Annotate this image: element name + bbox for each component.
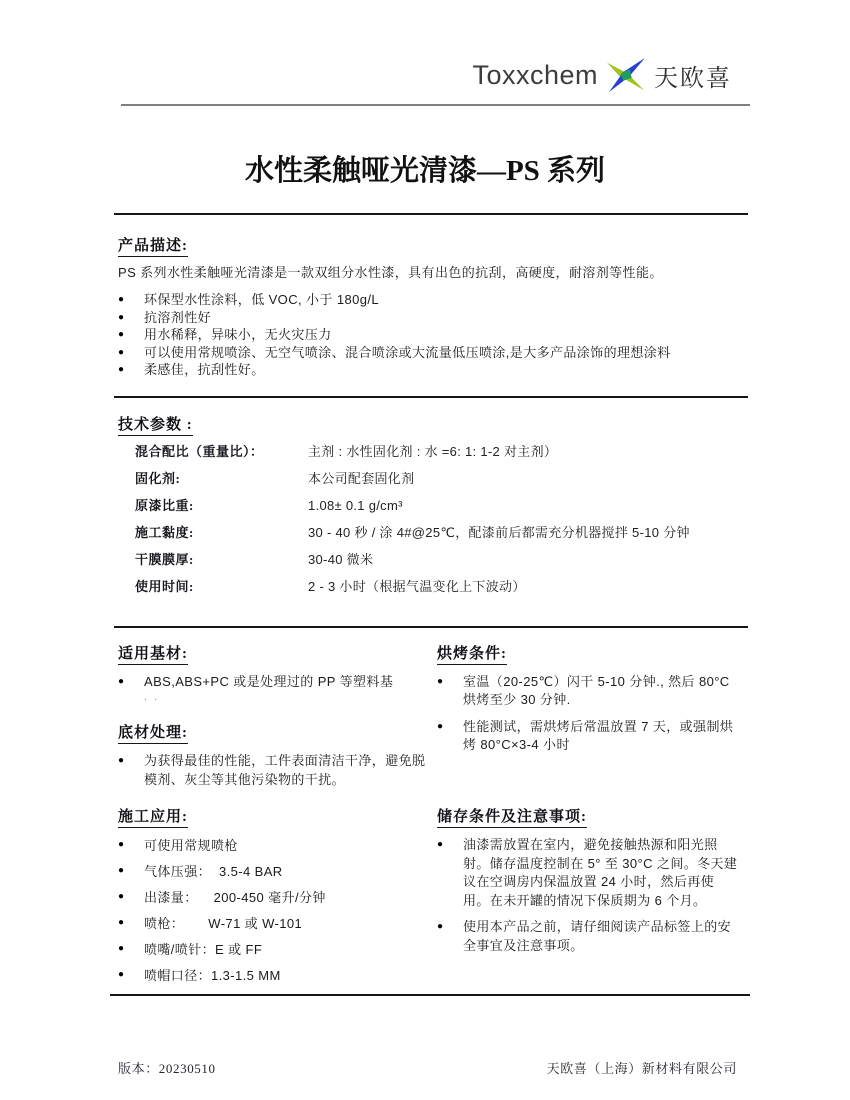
column-right-bottom <box>437 805 738 985</box>
param-row <box>118 550 738 569</box>
list-item: ● 环保型水性涂料，低 VOC, 小于 180g/L <box>118 292 379 307</box>
company-name: 天欧喜（上海）新材料有限公司 <box>546 1061 737 1076</box>
bullet-icon: ● <box>118 943 125 954</box>
param-row <box>118 577 738 596</box>
application-bullet-list <box>118 836 437 985</box>
list-item: ● 抗溶剂性好 <box>118 309 212 325</box>
header <box>0 0 850 107</box>
list-item: ● 用水稀释，异味小，无火灾压力 <box>118 327 332 342</box>
list-item: ● 喷嘴/喷针：E 或 FF <box>118 942 263 957</box>
brand-logo <box>472 56 732 94</box>
bullet-icon: ● <box>118 839 125 850</box>
header-divider <box>121 104 750 106</box>
list-item: ● 柔感佳，抗刮性好。 <box>118 362 265 377</box>
bullet-icon: ● <box>118 311 125 323</box>
param-label: 施工黏度: <box>135 524 194 540</box>
column-right-top <box>437 642 738 790</box>
two-column-area <box>0 628 850 986</box>
section-application <box>118 805 437 985</box>
param-value: 1.08± 0.1 g/cm³ <box>308 497 403 513</box>
brand-name: Toxxchem <box>472 59 598 90</box>
section-heading: 底材处理: <box>118 721 437 742</box>
bullet-icon: ● <box>118 346 125 358</box>
section-substrates <box>118 642 437 704</box>
list-item: ● 气体压强： 3.5-4 BAR <box>118 864 283 879</box>
bullet-icon: ● <box>437 839 444 850</box>
param-row <box>118 523 738 542</box>
bullet-icon: ● <box>118 969 125 980</box>
param-value: 主剂 : 水性固化剂 : 水 =6: 1: 1-2 对主剂） <box>308 443 558 459</box>
list-item: ● 可使用常规喷枪 <box>118 838 238 853</box>
baking-bullet-list <box>437 673 738 755</box>
section-heading: 产品描述: <box>118 234 738 255</box>
bullet-icon: ● <box>118 675 125 687</box>
list-item: ● 出漆量： 200-450 毫升/分钟 <box>118 890 326 905</box>
param-value: 30-40 微米 <box>308 551 374 567</box>
bullet-icon: ● <box>118 755 125 766</box>
description-intro: PS 系列水性柔触哑光清漆是一款双组分水性漆，具有出色的抗刮，高硬度，耐溶剂等性能。 <box>118 265 663 280</box>
param-label: 原漆比重: <box>135 497 194 513</box>
brand-name-cn: 天欧喜 <box>654 64 732 92</box>
bullet-icon: ● <box>118 917 125 928</box>
storage-bullet-list <box>437 836 738 955</box>
bullet-icon: ● <box>118 329 125 340</box>
list-item: ● 喷枪： W-71 或 W-101 <box>118 916 303 931</box>
section-product-description <box>0 215 850 379</box>
list-item: ● 室温（20-25℃）闪干 5-10 分钟., 然后 80°C 烘烤至少 30 分钟. <box>437 673 738 710</box>
bullet-icon: ● <box>118 865 125 876</box>
description-bullet-list <box>118 291 738 379</box>
param-value: 2 - 3 小时（根据气温变化上下波动） <box>308 578 526 594</box>
bullet-icon: ● <box>437 921 444 932</box>
logo-x-icon <box>605 56 647 94</box>
param-row <box>118 469 738 488</box>
section-surface-prep <box>118 721 437 789</box>
param-label: 使用时间: <box>135 578 194 594</box>
column-left-bottom <box>118 805 437 985</box>
footer-divider <box>110 994 750 996</box>
section-heading: 技术参数 : <box>118 413 738 434</box>
list-item: ● 可以使用常规喷涂、无空气喷涂、混合喷涂或大流量低压喷涂,是大多产品涂饰的理想涂料 <box>118 344 671 360</box>
param-row <box>118 496 738 515</box>
param-label: 固化剂: <box>135 470 181 486</box>
list-item: ● 油漆需放置在室内，避免接触热源和阳光照射。储存温度控制在 5° 至 30°C 之间。冬天建议在空调房内保温放置 24 小时，然后再使用。在未开罐的情况下保质期为 6 个月。 <box>437 836 738 910</box>
section-heading: 施工应用: <box>118 805 437 826</box>
section-storage <box>437 805 738 955</box>
section-baking <box>437 642 738 755</box>
list-item: ● 为获得最佳的性能，工件表面清洁干净，避免脱模剂、灰尘等其他污染物的干扰。 <box>118 752 437 789</box>
footer <box>118 1058 737 1077</box>
bullet-icon: ● <box>118 891 125 902</box>
param-label: 干膜膜厚: <box>135 551 194 567</box>
bullet-icon: ● <box>118 364 125 375</box>
list-item: ● 使用本产品之前，请仔细阅读产品标签上的安全事宜及注意事项。 <box>437 918 738 955</box>
bullet-icon: ● <box>437 675 444 687</box>
surface-prep-bullet-list <box>118 752 437 789</box>
section-heading: 储存条件及注意事项: <box>437 805 738 826</box>
section-heading: 适用基材: <box>118 642 437 663</box>
param-value: 本公司配套固化剂 <box>308 470 415 486</box>
bullet-icon: ● <box>437 720 444 732</box>
param-label: 混合配比（重量比）： <box>135 443 264 459</box>
column-left-top <box>118 642 437 790</box>
param-value: 30 - 40 秒 / 涂 4#@25℃，配漆前后都需充分机器搅拌 5-10 分钟 <box>308 524 690 540</box>
list-item: ● 性能测试，需烘烤后常温放置 7 天，或强制烘烤 80°C×3-4 小时 <box>437 718 738 755</box>
param-row <box>118 442 738 461</box>
version-label: 版本：20230510 <box>118 1061 216 1076</box>
page-title: 水性柔触哑光清漆—PS 系列 <box>244 155 606 187</box>
list-item: ● ABS,ABS+PC 或是处理过的 PP 等塑料基 <box>118 673 437 692</box>
list-item: ● 喷帽口径：1.3-1.5 MM <box>118 968 281 983</box>
substrates-bullet-list <box>118 673 437 692</box>
section-heading: 烘烤条件: <box>437 642 738 663</box>
bullet-icon: ● <box>118 294 125 305</box>
substrates-continuation: . . <box>144 691 160 703</box>
section-technical-parameters <box>0 398 850 596</box>
